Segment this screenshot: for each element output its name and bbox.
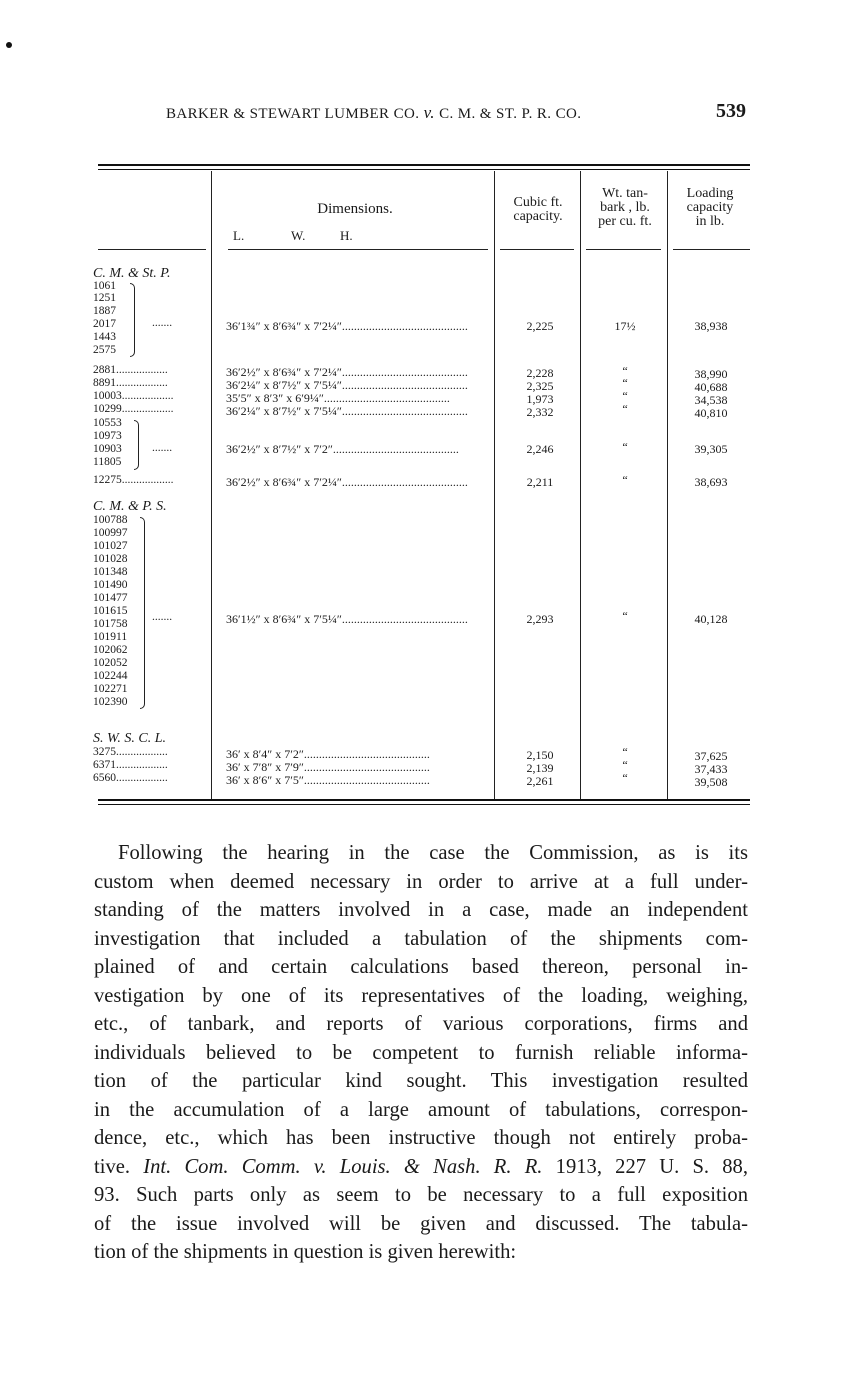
weight-cell: “ <box>622 440 628 454</box>
running-head <box>166 103 581 123</box>
group-label: C. M. & St. P. <box>93 266 171 281</box>
car-number: 102244 <box>93 671 128 682</box>
citation-prefix: tive. <box>94 1155 131 1178</box>
car-number: 100788 <box>93 515 128 526</box>
cubic-capacity-cell: 2,246 <box>526 442 554 456</box>
loading-capacity-cell: 37,625 <box>694 749 728 763</box>
loading-capacity-cell: 40,810 <box>694 406 728 420</box>
header-loading-line2: capacity <box>686 200 734 215</box>
paragraph-line-citation <box>94 1153 748 1182</box>
running-head-right: C. M. & ST. P. R. CO. <box>439 106 582 122</box>
dimensions-cell: 36′2½″ x 8′6¾″ x 7′2¼″.......................................... <box>226 366 468 378</box>
dimensions-cell: 36′ x 8′6″ x 7′5″.......................................... <box>226 774 430 786</box>
car-number: 10903 <box>93 444 122 455</box>
car-number: 1443 <box>93 332 116 343</box>
brace-bracket <box>140 517 145 709</box>
car-number: 101911 <box>93 632 128 643</box>
column-divider <box>494 171 495 799</box>
weight-cell: “ <box>622 402 628 416</box>
weight-cell: “ <box>622 364 628 378</box>
paragraph-line: of the issue involved will be given and discussed. The tabula- <box>94 1212 748 1235</box>
leader-dots: ....... <box>152 612 173 623</box>
cubic-capacity-cell: 2,332 <box>526 405 554 419</box>
header-dimensions: Dimensions. <box>317 201 393 217</box>
car-number: 6560.................. <box>93 773 168 784</box>
weight-cell: “ <box>622 771 628 785</box>
running-head-left: BARKER & STEWART LUMBER CO. <box>166 106 420 122</box>
paragraph-line: in the accumulation of a large amount of tabulations, correspon- <box>94 1098 748 1121</box>
car-number: 1887 <box>93 306 116 317</box>
weight-cell: “ <box>622 609 628 623</box>
weight-cell: “ <box>622 376 628 390</box>
table-bottom-rule <box>98 799 750 805</box>
cubic-capacity-cell: 2,150 <box>526 748 554 762</box>
header-rule <box>586 249 661 250</box>
car-number: 6371.................. <box>93 760 168 771</box>
cubic-capacity-cell: 1,973 <box>526 392 554 406</box>
cubic-capacity-cell: 2,325 <box>526 379 554 393</box>
loading-capacity-cell: 34,538 <box>694 393 728 407</box>
cubic-capacity-cell: 2,293 <box>526 612 554 626</box>
car-number: 3275.................. <box>93 747 168 758</box>
loading-capacity-cell: 39,508 <box>694 775 728 789</box>
loading-capacity-cell: 39,305 <box>694 442 728 456</box>
car-number: 102390 <box>93 697 128 708</box>
header-cubic-line1: Cubic ft. <box>513 195 563 210</box>
car-number: 102062 <box>93 645 128 656</box>
brace-bracket <box>130 283 135 357</box>
car-number: 11805 <box>93 457 122 468</box>
citation-reference: 1913, 227 U. S. 88, <box>555 1155 748 1178</box>
paragraph-line: standing of the matters involved in a case, made an independent <box>94 899 748 921</box>
cubic-capacity-cell: 2,261 <box>526 774 554 788</box>
header-loading-line1: Loading <box>686 186 734 201</box>
car-number: 1251 <box>93 293 116 304</box>
group-label: S. W. S. C. L. <box>93 731 167 746</box>
car-number: 102052 <box>93 658 128 669</box>
dimensions-cell: 36′2½″ x 8′6¾″ x 7′2¼″.......................................... <box>226 476 468 488</box>
header-wt-line2: bark , lb. <box>600 200 650 215</box>
weight-cell: “ <box>622 389 628 403</box>
cubic-capacity-cell: 2,228 <box>526 366 554 380</box>
car-number: 10973 <box>93 431 122 442</box>
paragraph-line: vestigation by one of its representatives of the loading, weighing, <box>94 984 748 1007</box>
column-divider <box>580 171 581 799</box>
dimensions-cell: 36′2¼″ x 8′7½″ x 7′5¼″.......................................... <box>226 405 468 417</box>
loading-capacity-cell: 38,938 <box>694 319 728 333</box>
loading-capacity-cell: 38,990 <box>694 367 728 381</box>
paragraph-line: tion of the shipments in question is given herewith: <box>94 1241 517 1263</box>
header-rule <box>98 249 206 250</box>
car-number: 101758 <box>93 619 128 630</box>
loading-capacity-cell: 38,693 <box>694 475 728 489</box>
dimensions-cell: 36′1¾″ x 8′6¾″ x 7′2¼″.......................................... <box>226 320 468 332</box>
car-number: 101477 <box>93 593 128 604</box>
car-number: 101027 <box>93 541 128 552</box>
car-number: 101348 <box>93 567 128 578</box>
paragraph-line: investigation that included a tabulation of the shipments com- <box>94 927 748 950</box>
car-number: 101028 <box>93 554 128 565</box>
leader-dots: ....... <box>152 443 173 454</box>
car-number: 1061 <box>93 281 116 292</box>
brace-bracket <box>134 420 139 470</box>
header-h: H. <box>340 228 353 243</box>
paragraph-line: individuals believed to be competent to furnish reliable informa- <box>94 1041 748 1064</box>
header-rule <box>228 249 488 250</box>
paragraph-line: dence, etc., which has been instructive though not entirely proba- <box>94 1127 748 1149</box>
paragraph-line: plained of and certain calculations based thereon, personal in- <box>94 956 748 978</box>
loading-capacity-cell: 40,688 <box>694 380 728 394</box>
header-loading-line3: in lb. <box>695 214 725 229</box>
car-number: 10003.................. <box>93 391 174 402</box>
car-number: 2017 <box>93 319 116 330</box>
weight-cell: “ <box>622 473 628 487</box>
column-divider <box>211 171 212 799</box>
cubic-capacity-cell: 2,211 <box>526 475 554 489</box>
header-w: W. <box>291 228 306 243</box>
table-top-rule <box>98 164 750 170</box>
column-divider <box>667 171 668 799</box>
car-number: 102271 <box>93 684 128 695</box>
header-wt-line3: per cu. ft. <box>598 214 652 229</box>
paragraph-line: 93. Such parts only as seem to be necessary to a full exposition <box>94 1184 748 1206</box>
body-paragraph <box>94 839 748 1267</box>
loading-capacity-cell: 40,128 <box>694 612 728 626</box>
car-number: 10299.................. <box>93 404 174 415</box>
dimensions-cell: 36′1½″ x 8′6¾″ x 7′5¼″.......................................... <box>226 613 468 625</box>
dimensions-cell: 36′2¼″ x 8′7½″ x 7′5¼″.......................................... <box>226 379 468 391</box>
car-number: 8891.................. <box>93 378 168 389</box>
paragraph-line: Following the hearing in the case the Commission, as is its <box>118 842 748 864</box>
car-number: 12275.................. <box>93 475 174 486</box>
group-label: C. M. & P. S. <box>93 499 167 514</box>
dimensions-cell: 36′ x 7′8″ x 7′9″.......................................... <box>226 761 430 773</box>
leader-dots: ....... <box>152 318 173 329</box>
margin-dot <box>6 42 12 48</box>
header-cubic-line2: capacity. <box>513 209 563 224</box>
paragraph-line: tion of the particular kind sought. This investigation resulted <box>94 1070 748 1092</box>
car-number: 2575 <box>93 345 116 356</box>
loading-capacity-cell: 37,433 <box>694 762 728 776</box>
car-number: 2881.................. <box>93 365 168 376</box>
page-number: 539 <box>716 100 746 122</box>
dimensions-cell: 35′5″ x 8′3″ x 6′9¼″.......................................... <box>226 392 450 404</box>
paragraph-line: etc., of tanbark, and reports of various corporations, firms and <box>94 1013 748 1035</box>
cubic-capacity-cell: 2,225 <box>526 319 554 333</box>
car-number: 101490 <box>93 580 128 591</box>
header-l: L. <box>233 228 245 243</box>
weight-cell: “ <box>622 745 628 759</box>
header-rule <box>673 249 750 250</box>
weight-cell: “ <box>622 758 628 772</box>
paragraph-line: custom when deemed necessary in order to arrive at a full under- <box>94 870 748 893</box>
dimensions-cell: 36′2½″ x 8′7½″ x 7′2″.......................................... <box>226 443 459 455</box>
car-number: 100997 <box>93 528 128 539</box>
car-number: 10553 <box>93 418 122 429</box>
dimensions-cell: 36′ x 8′4″ x 7′2″.......................................... <box>226 748 430 760</box>
header-wt-line1: Wt. tan- <box>602 186 648 201</box>
case-citation: Int. Com. Comm. v. Louis. & Nash. R. R. <box>143 1155 543 1178</box>
cubic-capacity-cell: 2,139 <box>526 761 554 775</box>
weight-cell: 17½ <box>614 319 636 333</box>
running-head-versus: v. <box>423 103 435 122</box>
header-rule <box>500 249 574 250</box>
car-number: 101615 <box>93 606 128 617</box>
